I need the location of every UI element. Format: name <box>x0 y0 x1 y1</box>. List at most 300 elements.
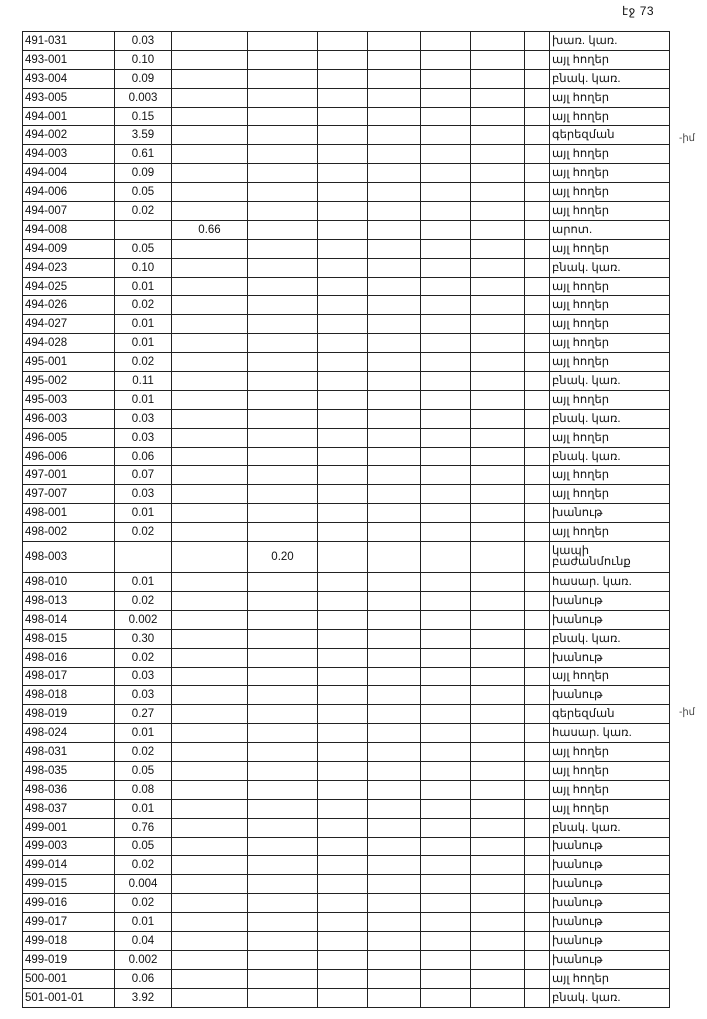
empty-cell <box>318 648 368 667</box>
parcel-code-cell: 494-008 <box>23 220 115 239</box>
empty-cell <box>421 126 471 145</box>
empty-cell <box>318 466 368 485</box>
parcel-code-cell: 498-015 <box>23 629 115 648</box>
empty-cell <box>471 761 525 780</box>
parcel-code-cell: 495-001 <box>23 353 115 372</box>
land-use-cell: գերեզման <box>550 705 670 724</box>
empty-cell <box>421 69 471 88</box>
parcel-code-cell: 501-001-01 <box>23 988 115 1007</box>
service-area-cell <box>248 894 318 913</box>
margin-note: -իմ <box>679 707 696 718</box>
land-use-cell: բնակ. կառ. <box>550 447 670 466</box>
parcel-code-cell: 499-017 <box>23 913 115 932</box>
land-use-cell: խանութ <box>550 856 670 875</box>
empty-cell <box>525 220 550 239</box>
service-area-cell <box>248 145 318 164</box>
empty-cell <box>525 950 550 969</box>
service-area-cell <box>248 761 318 780</box>
empty-cell <box>368 164 421 183</box>
empty-cell <box>525 573 550 592</box>
pasture-area-cell <box>172 334 248 353</box>
pasture-area-cell <box>172 145 248 164</box>
land-use-cell: հասար. կառ. <box>550 724 670 743</box>
area-cell: 0.27 <box>115 705 172 724</box>
empty-cell <box>525 145 550 164</box>
service-area-cell <box>248 296 318 315</box>
empty-cell <box>525 258 550 277</box>
empty-cell <box>368 32 421 51</box>
table-row <box>23 107 670 126</box>
empty-cell <box>368 591 421 610</box>
empty-cell <box>421 988 471 1007</box>
empty-cell <box>525 372 550 391</box>
empty-cell <box>421 466 471 485</box>
pasture-area-cell <box>172 523 248 542</box>
table-row <box>23 202 670 221</box>
empty-cell <box>368 202 421 221</box>
empty-cell <box>471 856 525 875</box>
land-use-cell: խանութ <box>550 950 670 969</box>
empty-cell <box>318 32 368 51</box>
area-cell: 0.02 <box>115 296 172 315</box>
empty-cell <box>525 667 550 686</box>
empty-cell <box>368 334 421 353</box>
empty-cell <box>421 667 471 686</box>
service-area-cell <box>248 780 318 799</box>
land-use-cell: խանութ <box>550 686 670 705</box>
service-area-cell <box>248 573 318 592</box>
empty-cell <box>525 591 550 610</box>
land-use-cell: խանութ <box>550 931 670 950</box>
table-row <box>23 988 670 1007</box>
service-area-cell <box>248 372 318 391</box>
land-use-cell: այլ հողեր <box>550 239 670 258</box>
area-cell: 0.61 <box>115 145 172 164</box>
parcel-code-cell: 491-031 <box>23 32 115 51</box>
empty-cell <box>525 761 550 780</box>
empty-cell <box>421 523 471 542</box>
empty-cell <box>318 390 368 409</box>
parcel-code-cell: 500-001 <box>23 969 115 988</box>
land-use-cell: խանութ <box>550 610 670 629</box>
table-row <box>23 761 670 780</box>
empty-cell <box>368 239 421 258</box>
empty-cell <box>471 428 525 447</box>
pasture-area-cell <box>172 504 248 523</box>
service-area-cell <box>248 50 318 69</box>
empty-cell <box>471 667 525 686</box>
empty-cell <box>368 277 421 296</box>
area-cell: 0.02 <box>115 743 172 762</box>
table-row <box>23 277 670 296</box>
service-area-cell <box>248 183 318 202</box>
parcel-code-cell: 498-036 <box>23 780 115 799</box>
area-cell: 3.92 <box>115 988 172 1007</box>
area-cell: 0.01 <box>115 799 172 818</box>
empty-cell <box>318 202 368 221</box>
empty-cell <box>368 724 421 743</box>
pasture-area-cell <box>172 648 248 667</box>
land-use-cell: այլ հողեր <box>550 296 670 315</box>
area-cell: 0.08 <box>115 780 172 799</box>
service-area-cell <box>248 950 318 969</box>
empty-cell <box>368 894 421 913</box>
empty-cell <box>318 353 368 372</box>
land-use-cell: խառ. կառ. <box>550 32 670 51</box>
empty-cell <box>471 875 525 894</box>
empty-cell <box>525 107 550 126</box>
empty-cell <box>368 353 421 372</box>
pasture-area-cell <box>172 573 248 592</box>
pasture-area-cell <box>172 743 248 762</box>
parcel-code-cell: 494-027 <box>23 315 115 334</box>
empty-cell <box>318 69 368 88</box>
service-area-cell <box>248 258 318 277</box>
parcel-code-cell: 498-037 <box>23 799 115 818</box>
empty-cell <box>368 126 421 145</box>
empty-cell <box>421 629 471 648</box>
area-cell: 0.03 <box>115 32 172 51</box>
pasture-area-cell <box>172 818 248 837</box>
pasture-area-cell <box>172 591 248 610</box>
empty-cell <box>318 523 368 542</box>
empty-cell <box>368 931 421 950</box>
empty-cell <box>318 667 368 686</box>
empty-cell <box>368 183 421 202</box>
empty-cell <box>421 353 471 372</box>
service-area-cell <box>248 523 318 542</box>
land-use-cell: այլ հողեր <box>550 107 670 126</box>
empty-cell <box>471 277 525 296</box>
area-cell: 0.06 <box>115 447 172 466</box>
service-area-cell <box>248 447 318 466</box>
empty-cell <box>421 856 471 875</box>
land-use-cell: այլ հողեր <box>550 969 670 988</box>
parcel-code-cell: 494-004 <box>23 164 115 183</box>
pasture-area-cell <box>172 761 248 780</box>
empty-cell <box>525 296 550 315</box>
empty-cell <box>525 334 550 353</box>
empty-cell <box>318 409 368 428</box>
empty-cell <box>421 372 471 391</box>
service-area-cell <box>248 485 318 504</box>
empty-cell <box>421 428 471 447</box>
empty-cell <box>421 220 471 239</box>
service-area-cell <box>248 277 318 296</box>
empty-cell <box>421 837 471 856</box>
empty-cell <box>318 220 368 239</box>
page-number: էջ 73 <box>622 4 655 18</box>
empty-cell <box>471 523 525 542</box>
empty-cell <box>525 277 550 296</box>
empty-cell <box>421 913 471 932</box>
empty-cell <box>421 447 471 466</box>
empty-cell <box>318 818 368 837</box>
area-cell: 0.02 <box>115 591 172 610</box>
empty-cell <box>421 780 471 799</box>
empty-cell <box>368 466 421 485</box>
pasture-area-cell <box>172 353 248 372</box>
empty-cell <box>471 686 525 705</box>
empty-cell <box>368 485 421 504</box>
table-row <box>23 705 670 724</box>
area-cell: 0.01 <box>115 573 172 592</box>
land-use-cell: խանութ <box>550 591 670 610</box>
table-row <box>23 32 670 51</box>
empty-cell <box>318 969 368 988</box>
parcel-code-cell: 494-025 <box>23 277 115 296</box>
empty-cell <box>368 409 421 428</box>
empty-cell <box>525 88 550 107</box>
empty-cell <box>368 705 421 724</box>
service-area-cell <box>248 390 318 409</box>
service-area-cell <box>248 88 318 107</box>
empty-cell <box>471 315 525 334</box>
empty-cell <box>318 107 368 126</box>
empty-cell <box>318 629 368 648</box>
area-cell: 0.15 <box>115 107 172 126</box>
table-row <box>23 573 670 592</box>
table-row <box>23 950 670 969</box>
pasture-area-cell <box>172 686 248 705</box>
area-cell: 0.05 <box>115 183 172 202</box>
empty-cell <box>471 648 525 667</box>
empty-cell <box>471 32 525 51</box>
empty-cell <box>421 950 471 969</box>
parcel-code-cell: 498-010 <box>23 573 115 592</box>
empty-cell <box>525 913 550 932</box>
area-cell: 0.10 <box>115 50 172 69</box>
service-area-cell <box>248 667 318 686</box>
empty-cell <box>421 573 471 592</box>
parcel-code-cell: 496-003 <box>23 409 115 428</box>
pasture-area-cell <box>172 32 248 51</box>
parcel-code-cell: 497-001 <box>23 466 115 485</box>
pasture-area-cell <box>172 875 248 894</box>
table-row <box>23 931 670 950</box>
empty-cell <box>318 743 368 762</box>
empty-cell <box>471 799 525 818</box>
empty-cell <box>318 315 368 334</box>
parcel-code-cell: 499-018 <box>23 931 115 950</box>
empty-cell <box>525 705 550 724</box>
pasture-area-cell <box>172 69 248 88</box>
pasture-area-cell <box>172 466 248 485</box>
area-cell: 0.09 <box>115 69 172 88</box>
empty-cell <box>368 504 421 523</box>
service-area-cell <box>248 799 318 818</box>
parcel-code-cell: 498-031 <box>23 743 115 762</box>
empty-cell <box>421 296 471 315</box>
empty-cell <box>318 686 368 705</box>
area-cell <box>115 220 172 239</box>
pasture-area-cell: 0.66 <box>172 220 248 239</box>
table-row <box>23 88 670 107</box>
parcel-code-cell: 495-003 <box>23 390 115 409</box>
parcel-code-cell: 493-004 <box>23 69 115 88</box>
empty-cell <box>318 856 368 875</box>
parcel-code-cell: 499-016 <box>23 894 115 913</box>
area-cell: 0.02 <box>115 523 172 542</box>
empty-cell <box>471 466 525 485</box>
land-use-cell: այլ հողեր <box>550 88 670 107</box>
empty-cell <box>471 50 525 69</box>
empty-cell <box>471 126 525 145</box>
service-area-cell <box>248 107 318 126</box>
empty-cell <box>471 629 525 648</box>
empty-cell <box>525 724 550 743</box>
empty-cell <box>471 202 525 221</box>
empty-cell <box>318 372 368 391</box>
empty-cell <box>368 610 421 629</box>
empty-cell <box>421 50 471 69</box>
empty-cell <box>525 126 550 145</box>
pasture-area-cell <box>172 372 248 391</box>
land-use-cell: այլ հողեր <box>550 743 670 762</box>
area-cell: 0.04 <box>115 931 172 950</box>
empty-cell <box>471 88 525 107</box>
empty-cell <box>471 239 525 258</box>
empty-cell <box>471 69 525 88</box>
service-area-cell <box>248 353 318 372</box>
service-area-cell <box>248 315 318 334</box>
empty-cell <box>471 220 525 239</box>
empty-cell <box>471 164 525 183</box>
service-area-cell <box>248 428 318 447</box>
pasture-area-cell <box>172 542 248 573</box>
parcel-code-cell: 494-007 <box>23 202 115 221</box>
land-use-cell: այլ հողեր <box>550 353 670 372</box>
parcel-code-cell: 498-001 <box>23 504 115 523</box>
empty-cell <box>318 837 368 856</box>
area-cell: 0.01 <box>115 390 172 409</box>
table-row <box>23 428 670 447</box>
table-row <box>23 629 670 648</box>
empty-cell <box>368 837 421 856</box>
empty-cell <box>471 353 525 372</box>
service-area-cell <box>248 724 318 743</box>
service-area-cell <box>248 220 318 239</box>
land-use-cell: այլ հողեր <box>550 145 670 164</box>
parcel-code-cell: 494-003 <box>23 145 115 164</box>
land-use-cell: բնակ. կառ. <box>550 258 670 277</box>
area-cell: 0.10 <box>115 258 172 277</box>
land-use-cell: բնակ. կառ. <box>550 988 670 1007</box>
parcel-code-cell: 498-019 <box>23 705 115 724</box>
pasture-area-cell <box>172 780 248 799</box>
service-area-cell <box>248 610 318 629</box>
empty-cell <box>471 485 525 504</box>
area-cell: 0.003 <box>115 88 172 107</box>
pasture-area-cell <box>172 724 248 743</box>
empty-cell <box>368 950 421 969</box>
empty-cell <box>421 183 471 202</box>
empty-cell <box>421 931 471 950</box>
empty-cell <box>471 573 525 592</box>
parcel-code-cell: 494-009 <box>23 239 115 258</box>
parcel-code-cell: 494-023 <box>23 258 115 277</box>
pasture-area-cell <box>172 629 248 648</box>
pasture-area-cell <box>172 315 248 334</box>
land-use-cell: խանութ <box>550 913 670 932</box>
land-use-cell: այլ հողեր <box>550 390 670 409</box>
empty-cell <box>368 988 421 1007</box>
empty-cell <box>421 164 471 183</box>
land-use-cell: բնակ. կառ. <box>550 818 670 837</box>
parcel-code-cell: 498-013 <box>23 591 115 610</box>
empty-cell <box>421 239 471 258</box>
empty-cell <box>525 428 550 447</box>
empty-cell <box>368 969 421 988</box>
empty-cell <box>368 88 421 107</box>
empty-cell <box>368 686 421 705</box>
empty-cell <box>318 705 368 724</box>
service-area-cell <box>248 931 318 950</box>
area-cell: 0.76 <box>115 818 172 837</box>
empty-cell <box>525 629 550 648</box>
empty-cell <box>368 315 421 334</box>
empty-cell <box>421 334 471 353</box>
empty-cell <box>318 504 368 523</box>
empty-cell <box>525 69 550 88</box>
table-row <box>23 780 670 799</box>
empty-cell <box>525 875 550 894</box>
pasture-area-cell <box>172 390 248 409</box>
table-row <box>23 69 670 88</box>
pasture-area-cell <box>172 428 248 447</box>
pasture-area-cell <box>172 88 248 107</box>
empty-cell <box>368 390 421 409</box>
empty-cell <box>318 183 368 202</box>
land-use-cell: այլ հողեր <box>550 667 670 686</box>
land-use-cell: խանութ <box>550 648 670 667</box>
pasture-area-cell <box>172 931 248 950</box>
pasture-area-cell <box>172 913 248 932</box>
area-cell: 0.03 <box>115 485 172 504</box>
parcel-code-cell: 498-017 <box>23 667 115 686</box>
empty-cell <box>368 428 421 447</box>
service-area-cell <box>248 686 318 705</box>
table-row <box>23 818 670 837</box>
table-row <box>23 126 670 145</box>
service-area-cell <box>248 69 318 88</box>
empty-cell <box>471 409 525 428</box>
table-row <box>23 856 670 875</box>
empty-cell <box>471 743 525 762</box>
land-use-cell: այլ հողեր <box>550 183 670 202</box>
empty-cell <box>525 202 550 221</box>
empty-cell <box>368 107 421 126</box>
empty-cell <box>421 875 471 894</box>
service-area-cell <box>248 504 318 523</box>
area-cell: 0.03 <box>115 667 172 686</box>
empty-cell <box>525 447 550 466</box>
parcel-code-cell: 498-003 <box>23 542 115 573</box>
empty-cell <box>525 743 550 762</box>
parcel-code-cell: 499-001 <box>23 818 115 837</box>
empty-cell <box>318 894 368 913</box>
area-cell: 0.01 <box>115 315 172 334</box>
empty-cell <box>525 390 550 409</box>
area-cell: 3.59 <box>115 126 172 145</box>
land-use-cell: խանութ <box>550 837 670 856</box>
area-cell: 0.02 <box>115 856 172 875</box>
area-cell: 0.002 <box>115 950 172 969</box>
empty-cell <box>471 913 525 932</box>
service-area-cell <box>248 969 318 988</box>
empty-cell <box>525 485 550 504</box>
table-row <box>23 296 670 315</box>
